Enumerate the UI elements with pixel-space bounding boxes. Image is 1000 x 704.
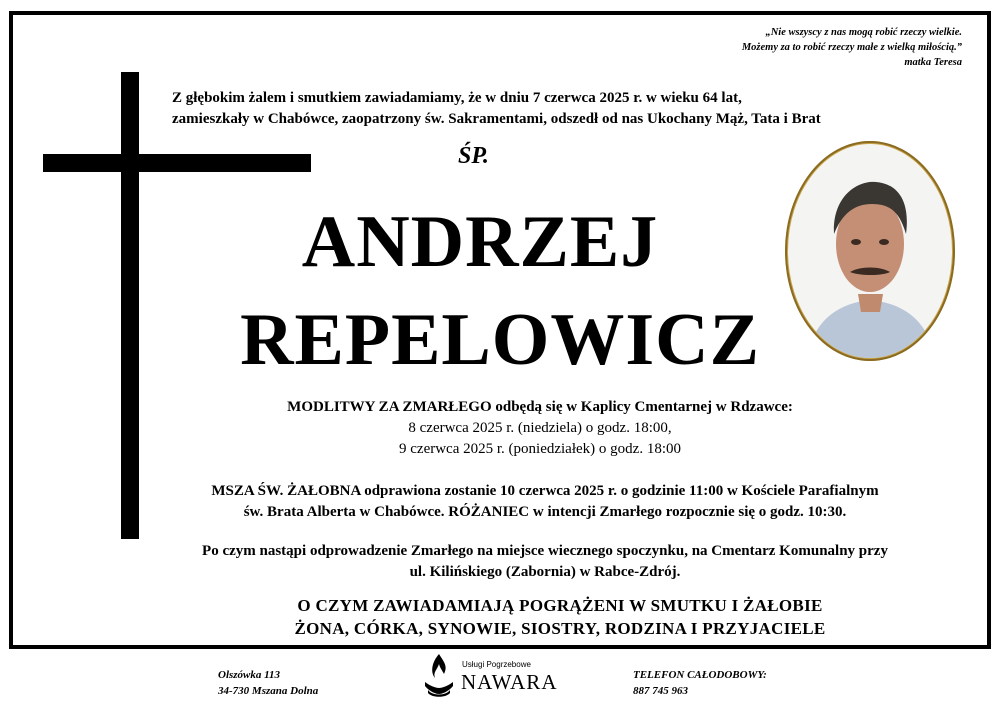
intro-line-1: Z głębokim żalem i smutkiem zawiadamiamy, że w dniu 7 czerwca 2025 r. w wieku 64 lat, (172, 90, 742, 106)
procession-block (150, 541, 940, 583)
announcement-line-2: ŻONA, CÓRKA, SYNOWIE, SIOSTRY, RODZINA I PRZYJACIELE (294, 619, 826, 638)
funeral-home-logo (422, 652, 572, 700)
quote-author: matka Teresa (904, 57, 962, 68)
phone-number: 887 745 963 (633, 685, 688, 697)
prayers-heading: MODLITWY ZA ZMARŁEGO (287, 399, 492, 415)
quote-line-2: Możemy za to robić rzeczy małe z wielką miłością.” (741, 42, 962, 53)
prayers-date-2: 9 czerwca 2025 r. (poniedziałek) o godz. 18:00 (399, 441, 681, 457)
deceased-last-name: REPELOWICZ (240, 299, 760, 381)
mass-block (150, 481, 940, 523)
intro-line-2: zamieszkały w Chabówce, zaopatrzony św. Sakramentami, odszedł od nas Ukochany Mąż, Tata i Brat (172, 111, 821, 127)
deceased-first-name: ANDRZEJ (301, 201, 659, 283)
logo-subtitle: Usługi Pogrzebowe (462, 660, 531, 669)
phone-label: TELEFON CAŁODOBOWY: (633, 669, 767, 681)
announcement-block (200, 594, 920, 640)
honorific: ŚP. (458, 143, 489, 169)
intro-text (172, 88, 892, 130)
quote-line-1: „Nie wszyscy z nas mogą robić rzeczy wielkie. (765, 27, 962, 38)
flame-hands-logo-icon (422, 652, 456, 698)
cross-vertical-bar (121, 72, 139, 539)
portrait-illustration (788, 144, 952, 358)
prayers-heading-line (210, 397, 870, 418)
quote-block (602, 25, 962, 70)
mass-line-2: św. Brata Alberta w Chabówce. RÓŻANIEC w intencji Zmarłego rozpocznie się o godz. 10:30. (243, 504, 847, 520)
announcement-line-1: O CZYM ZAWIADAMIAJĄ POGRĄŻENI W SMUTKU I ŻAŁOBIE (297, 596, 823, 615)
portrait-photo (785, 141, 955, 361)
procession-line-2: ul. Kilińskiego (Zabornia) w Rabce-Zdrój. (409, 564, 681, 580)
cross-horizontal-bar (43, 154, 311, 172)
address-line-1: Olszówka 113 (218, 669, 281, 681)
footer-address (218, 667, 318, 699)
procession-line-1: Po czym nastąpi odprowadzenie Zmarłego na miejsce wiecznego spoczynku, na Cmentarz Komunalny przy (202, 543, 888, 559)
prayers-block (210, 397, 870, 460)
prayers-heading-rest: odbędą się w Kaplicy Cmentarnej w Rdzawce: (491, 399, 793, 415)
footer-phone (633, 667, 767, 699)
address-line-2: 34-730 Mszana Dolna (218, 685, 319, 697)
mass-line-1: MSZA ŚW. ŻAŁOBNA odprawiona zostanie 10 czerwca 2025 r. o godzinie 11:00 w Kościele Parafialnym (211, 483, 879, 499)
prayers-date-1: 8 czerwca 2025 r. (niedziela) o godz. 18:00, (408, 420, 672, 436)
logo-name: NAWARA (461, 670, 558, 694)
